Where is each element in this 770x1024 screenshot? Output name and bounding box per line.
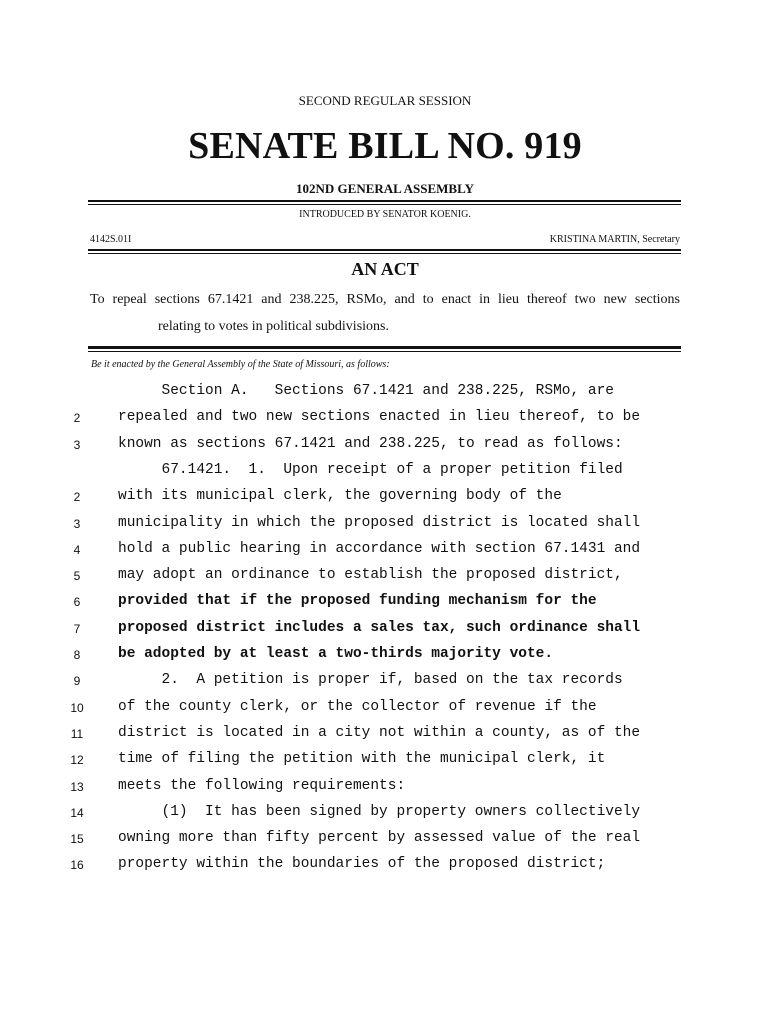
bill-line: repealed and two new sections enacted in lieu thereof, to be [118, 409, 641, 426]
line-number: 16 [70, 858, 84, 873]
assembly-label: 102ND GENERAL ASSEMBLY [296, 181, 474, 196]
bill-line: (1) It has been signed by property owners collectively [118, 803, 641, 820]
bill-line: known as sections 67.1421 and 238.225, to read as follows: [118, 435, 623, 452]
bill-line: with its municipal clerk, the governing body of the [118, 488, 562, 505]
header-rule [88, 200, 681, 205]
bill-line: 2. A petition is proper if, based on the tax records [118, 672, 623, 689]
line-number: 14 [70, 805, 84, 820]
bill-line: Section A. Sections 67.1421 and 238.225, RSMo, are [118, 383, 614, 399]
act-heading: AN ACT [351, 259, 419, 279]
line-number: 5 [73, 569, 81, 584]
line-number: 2 [73, 411, 81, 426]
enacting-clause: Be it enacted by the General Assembly of the State of Missouri, as follows: [91, 359, 390, 370]
bill-line-emphasized: proposed district includes a sales tax, such ordinance shall [118, 619, 641, 636]
bill-line: may adopt an ordinance to establish the proposed district, [118, 567, 623, 584]
bill-line: municipality in which the proposed district is located shall [118, 514, 641, 531]
line-number: 4 [73, 542, 81, 557]
line-number: 3 [73, 437, 81, 452]
lr-code: 4142S.01I [90, 234, 132, 245]
line-number: 2 [73, 490, 81, 505]
act-purpose-line-1: To repeal sections 67.1421 and 238.225, RSMo, and to enact in lieu thereof two new sections [90, 292, 680, 307]
act-purpose-line-2: relating to votes in political subdivisions. [158, 319, 389, 334]
line-number: 15 [70, 832, 84, 847]
line-number: 12 [70, 753, 84, 768]
line-number: 3 [73, 516, 81, 531]
line-number: 9 [73, 674, 81, 689]
bill-line-emphasized: provided that if the proposed funding mechanism for the [118, 593, 597, 610]
bill-title: SENATE BILL NO. 919 [188, 125, 582, 167]
bill-line: hold a public hearing in accordance with section 67.1431 and [118, 540, 641, 557]
secretary-name: KRISTINA MARTIN, Secretary [549, 234, 680, 245]
bill-line: owning more than fifty percent by assessed value of the real [118, 830, 641, 847]
bill-line: of the county clerk, or the collector of revenue if the [118, 698, 597, 715]
session-label: SECOND REGULAR SESSION [298, 93, 472, 108]
title-rule [88, 249, 681, 254]
enacting-rule [88, 346, 681, 352]
introduced-by: INTRODUCED BY SENATOR KOENIG. [299, 209, 471, 220]
line-number: 7 [73, 621, 81, 636]
bill-line: district is located in a city not within a county, as of the [118, 724, 641, 741]
bill-line: property within the boundaries of the proposed district; [118, 856, 606, 873]
line-number: 10 [70, 700, 84, 715]
bill-line-emphasized: be adopted by at least a two-thirds majority vote. [118, 646, 554, 662]
bill-line: time of filing the petition with the municipal clerk, it [118, 751, 606, 768]
bill-line: meets the following requirements: [118, 777, 406, 794]
line-number: 6 [73, 595, 81, 610]
line-number: 11 [70, 726, 84, 741]
bill-line: 67.1421. 1. Upon receipt of a proper petition filed [118, 461, 623, 478]
line-number: 13 [70, 779, 84, 794]
line-number: 8 [73, 648, 81, 662]
